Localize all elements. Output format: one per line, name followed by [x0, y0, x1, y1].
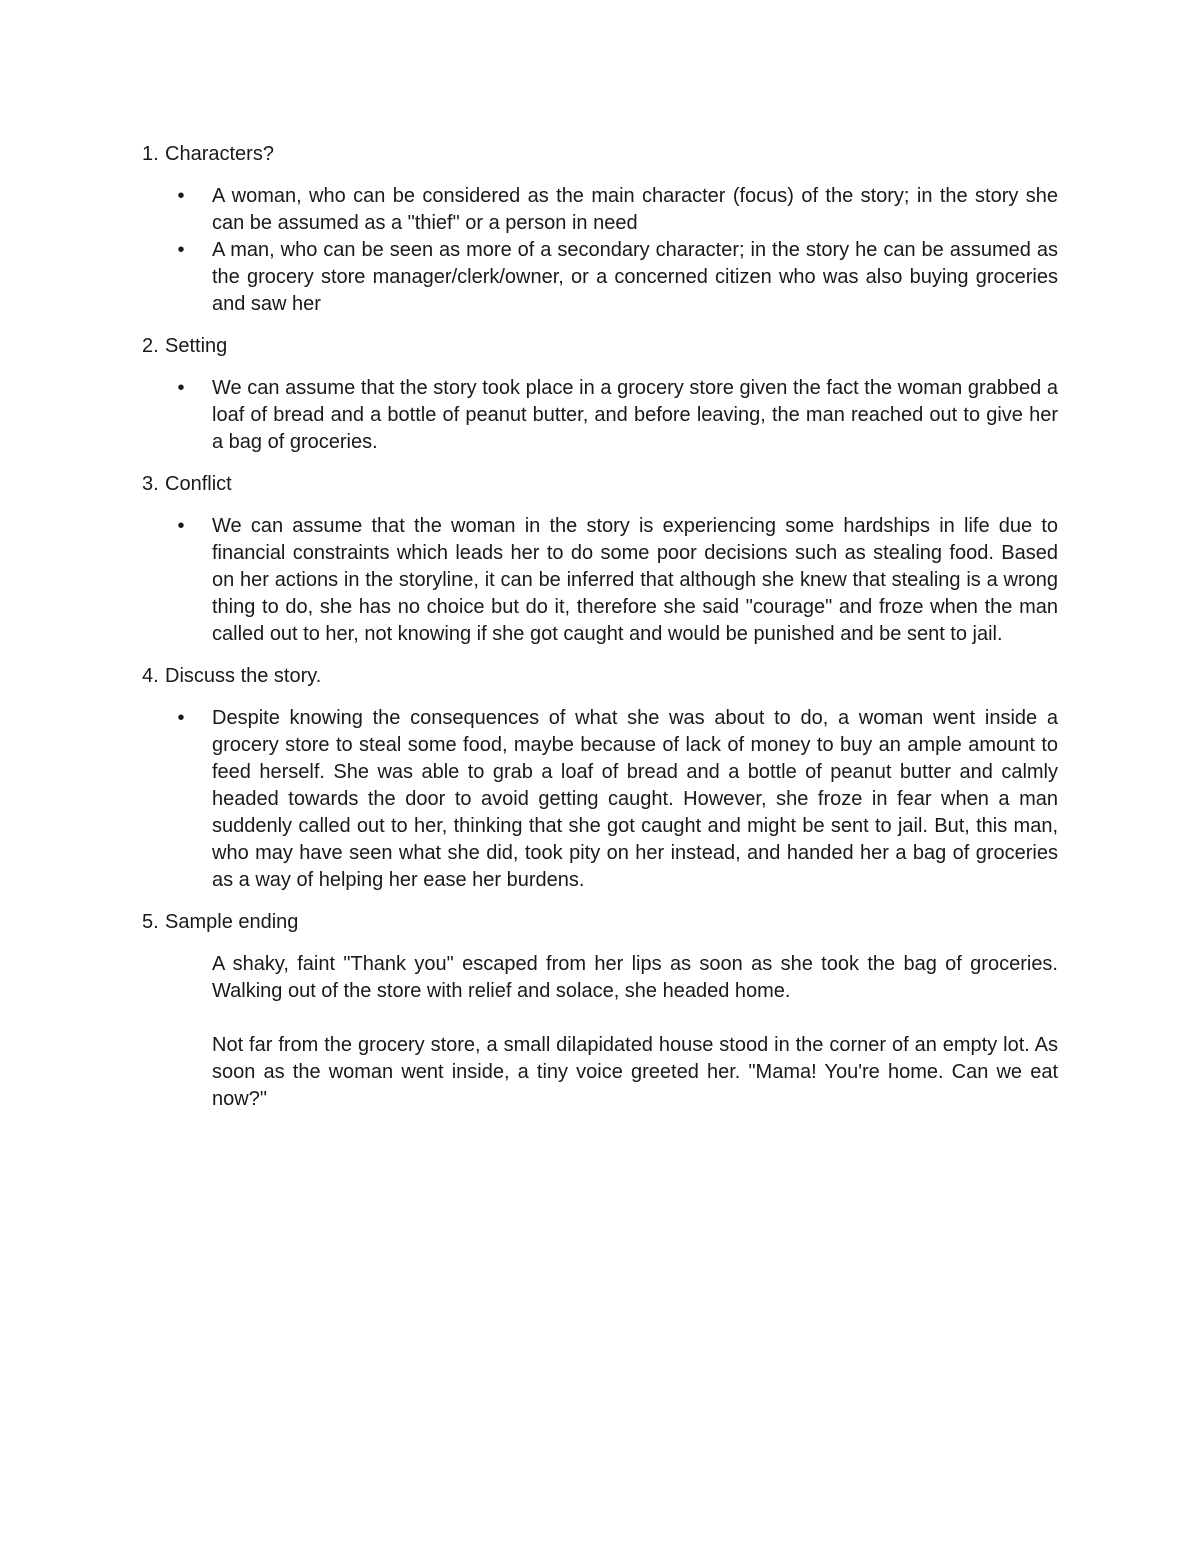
section-number: 4. — [142, 665, 159, 687]
section-title: Setting — [165, 335, 228, 357]
section-discuss-story — [142, 663, 1058, 894]
section-heading — [142, 663, 1058, 690]
section-title: Sample ending — [165, 911, 299, 933]
section-conflict — [142, 471, 1058, 648]
list-item-text: A man, who can be seen as more of a secondary character; in the story he can be assumed as the grocery store manager/clerk/owner, or a concerned citizen who was also buying groceries and saw her — [212, 239, 1058, 315]
section-title: Discuss the story. — [165, 665, 322, 687]
bullet-list — [142, 375, 1058, 456]
list-item — [142, 513, 1058, 648]
ending-paragraph: A shaky, faint "Thank you" escaped from her lips as soon as she took the bag of groceries. Walking out of the store with relief and solace, she headed home. — [212, 953, 1058, 1002]
bullet-icon: • — [177, 707, 185, 729]
section-characters — [142, 141, 1058, 318]
section-heading — [142, 909, 1058, 936]
section-heading — [142, 471, 1058, 498]
section-setting — [142, 333, 1058, 456]
section-number: 1. — [142, 143, 159, 165]
section-title: Conflict — [165, 473, 232, 495]
list-item-text: We can assume that the woman in the story is experiencing some hardships in life due to financial constraints which leads her to do some poor decisions such as stealing food. Based on her actions in the storyline, it can be inferred that although she knew that stealing is a wrong thing to do, she has no choice but do it, therefore she said "courage" and froze when the man called out to her, not knowing if she got caught and would be punished and be sent to jail. — [212, 515, 1058, 645]
section-heading — [142, 333, 1058, 360]
bullet-list — [142, 183, 1058, 318]
section-number: 5. — [142, 911, 159, 933]
bullet-list — [142, 513, 1058, 648]
list-item — [142, 705, 1058, 894]
section-sample-ending — [142, 909, 1058, 1113]
list-item-text: Despite knowing the consequences of what she was about to do, a woman went inside a grocery store to steal some food, maybe because of lack of money to buy an ample amount to feed herself. She was able to grab a loaf of bread and a bottle of peanut butter and calmly headed towards the door to avoid getting caught. However, she froze in fear when a man suddenly called out to her, thinking that she got caught and might be sent to jail. But, this man, who may have seen what she did, took pity on her instead, and handed her a bag of groceries as a way of helping her ease her burdens. — [212, 707, 1058, 891]
list-item — [142, 237, 1058, 318]
list-item — [142, 183, 1058, 237]
section-title: Characters? — [165, 143, 274, 165]
bullet-list — [142, 705, 1058, 894]
section-number: 2. — [142, 335, 159, 357]
list-item-text: A woman, who can be considered as the main character (focus) of the story; in the story she can be assumed as a "thief" or a person in need — [212, 185, 1058, 234]
bullet-icon: • — [177, 377, 185, 399]
list-item — [142, 375, 1058, 456]
bullet-icon: • — [177, 515, 185, 537]
document-body — [142, 141, 1058, 1128]
section-heading — [142, 141, 1058, 168]
ending-paragraph: Not far from the grocery store, a small dilapidated house stood in the corner of an empty lot. As soon as the woman went inside, a tiny voice greeted her. "Mama! You're home. Can we eat now?" — [212, 1034, 1058, 1110]
list-item-text: We can assume that the story took place in a grocery store given the fact the woman grabbed a loaf of bread and a bottle of peanut butter, and before leaving, the man reached out to give her a bag of groceries. — [212, 377, 1058, 453]
section-number: 3. — [142, 473, 159, 495]
bullet-icon: • — [177, 185, 185, 207]
bullet-icon: • — [177, 239, 185, 261]
